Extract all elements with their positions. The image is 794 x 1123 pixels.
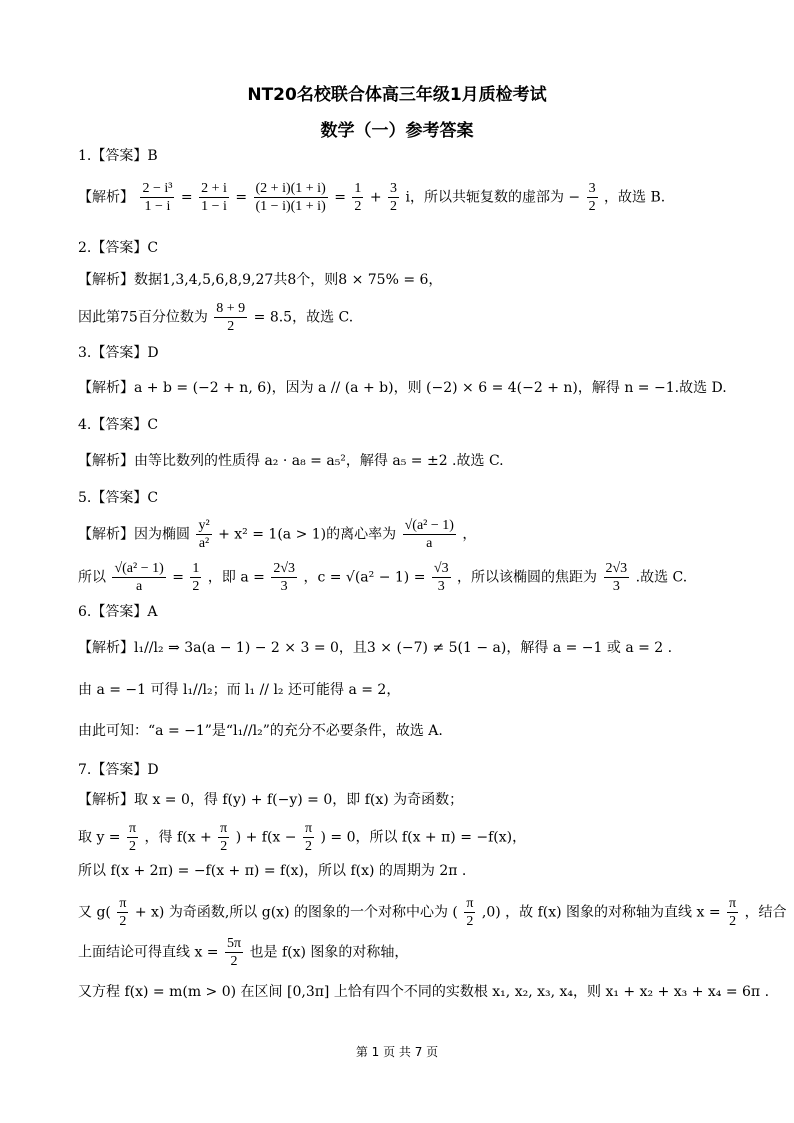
fraction [727,895,738,930]
fraction [352,180,363,215]
q5-analysis-line2 [78,560,687,595]
math-text: ，c = √(a² − 1) = [303,569,426,586]
fraction [140,180,174,215]
math-text: + [369,189,382,206]
exam-title: NT20名校联合体高三年级1月质检考试 [247,85,547,105]
denominator: a [136,579,143,594]
denominator: 1 − i [201,199,227,214]
fraction [112,560,165,595]
fraction [127,820,138,855]
denominator: a² [198,536,210,551]
numerator: √(a² − 1) [404,518,454,533]
q7-analysis-line4 [78,895,787,930]
denominator: 2 [304,839,312,854]
numerator: y² [198,518,210,533]
math-text: .故选 C. [635,569,688,586]
math-text: = [172,569,184,586]
math-text: ，所以该椭圆的焦距为 [457,569,598,586]
q7-analysis-line2 [78,820,526,855]
numerator: π [466,896,474,911]
fraction [196,517,211,552]
numerator: π [729,896,737,911]
fraction [604,560,630,595]
numerator: 3 [390,181,398,196]
analysis-label: 【解析】 [78,189,134,206]
q4-analysis: 【解析】由等比数列的性质得 a₂ · a₈ = a₅²，解得 a₅ = ±2 .故选 C. [78,453,504,469]
denominator: 1 − i [144,199,171,214]
q2-answer: 2.【答案】C [78,240,159,256]
math-text: ， [462,526,477,543]
math-text: ) = 0，所以 f(x + π) = −f(x)， [320,829,527,846]
denominator: 3 [612,579,620,594]
fraction [254,180,328,215]
math-text: ，得 f(x + [144,829,212,846]
numerator: 2 + i [201,181,227,196]
q5-analysis-line1 [78,517,476,552]
numerator: 1 [354,181,362,196]
q6-analysis-line2: 由 a = −1 可得 l₁//l₂；而 l₁ // l₂ 还可能得 a = 2， [78,682,401,698]
fraction [214,300,247,335]
math-text: + x) 为奇函数,所以 g(x) 的图象的一个对称中心为 ( [134,904,458,921]
math-text: 上面结论可得直线 x = [78,944,219,961]
math-text: + x² = 1(a > 1)的离心率为 [218,526,397,543]
numerator: 2√3 [605,561,628,576]
numerator: 8 + 9 [216,301,246,316]
exam-subtitle: 数学（一）参考答案 [320,121,474,141]
denominator: 2 [729,914,737,929]
denominator: 3 [280,579,288,594]
math-text: ，即 a = [207,569,265,586]
numerator: 3 [588,181,596,196]
fraction [464,895,475,930]
denominator: 2 [588,199,596,214]
numerator: 1 [192,561,200,576]
fraction [587,180,598,215]
q6-analysis-line1: 【解析】l₁//l₂ ⇒ 3a(a − 1) − 2 × 3 = 0，且3 × (−7) ≠ 5(1 − a)，解得 a = −1 或 a = 2 . [78,640,673,656]
denominator: 2 [390,199,398,214]
math-text: ，结合 [744,904,787,921]
q1-analysis [78,180,665,215]
q1-answer: 1.【答案】B [78,148,158,164]
q5-answer: 5.【答案】C [78,490,159,506]
math-text: ) + f(x − [235,829,297,846]
q2-analysis-line1: 【解析】数据1,3,4,5,6,8,9,27共8个，则8 × 75% = 6， [78,272,443,288]
denominator: 2 [354,199,362,214]
numerator: 5π [226,936,242,951]
math-text: i，所以共轭复数的虚部为 − [405,189,581,206]
math-text: ,0) ，故 f(x) 图象的对称轴为直线 x = [481,904,721,921]
q7-analysis-line1: 【解析】取 x = 0，得 f(y) + f(−y) = 0，即 f(x) 为奇函数； [78,792,464,808]
numerator: √3 [433,561,449,576]
math-text: 【解析】因为椭圆 [78,526,190,543]
denominator: 3 [437,579,445,594]
numerator: 2√3 [273,561,295,576]
numerator: π [129,821,137,836]
fraction [403,517,456,552]
numerator: π [304,821,313,836]
fraction [388,180,399,215]
math-text: = [235,189,248,206]
numerator: π [119,896,127,911]
numerator: 2 − i³ [142,181,173,196]
denominator: 2 [119,914,127,929]
fraction [199,180,229,215]
fraction [218,820,229,855]
fraction [271,560,297,595]
denominator: 2 [230,954,238,969]
denominator: a [426,536,433,551]
q7-analysis-line6: 又方程 f(x) = m(m > 0) 在区间 [0,3π] 上恰有四个不同的实数根 x₁, x₂, x₃, x₄，则 x₁ + x₂ + x₃ + x₄ = 6π . [78,984,770,1000]
fraction [190,560,201,595]
math-text: = [334,189,346,206]
math-text: = [180,189,193,206]
q2-analysis-line2 [78,300,353,335]
math-text: = 8.5，故选 C. [253,309,354,326]
denominator: (1 − i)(1 + i) [255,199,326,214]
denominator: 2 [227,319,235,334]
math-text: ，故选 B. [604,189,666,206]
numerator: √(a² − 1) [114,561,164,576]
math-text: 取 y = [78,829,121,846]
q7-answer: 7.【答案】D [78,762,159,778]
math-text: 又 g( [78,904,111,921]
q4-answer: 4.【答案】C [78,417,159,433]
denominator: 2 [220,839,228,854]
page-number: 第 1 页 共 7 页 [355,1045,439,1059]
q3-answer: 3.【答案】D [78,345,159,361]
denominator: 2 [129,839,137,854]
math-text: 也是 f(x) 图象的对称轴， [249,944,409,961]
q3-analysis: 【解析】a + b = (−2 + n, 6)，因为 a // (a + b)，则 (−2) × 6 = 4(−2 + n)，解得 n = −1.故选 D. [78,380,727,396]
numerator: (2 + i)(1 + i) [255,181,326,196]
fraction [225,935,243,970]
q6-answer: 6.【答案】A [78,604,158,620]
q6-analysis-line3: 由此可知：“a = −1”是“l₁//l₂”的充分不必要条件，故选 A. [78,723,443,739]
fraction [432,560,451,595]
denominator: 2 [466,914,474,929]
fraction [303,820,314,855]
q7-analysis-line3: 所以 f(x + 2π) = −f(x + π) = f(x)，所以 f(x) 的周期为 2π . [78,863,467,879]
math-text: 所以 [78,569,106,586]
denominator: 2 [192,579,200,594]
q7-analysis-line5 [78,935,408,970]
fraction [117,895,128,930]
numerator: π [220,821,228,836]
math-text: 因此第75百分位数为 [78,309,208,326]
